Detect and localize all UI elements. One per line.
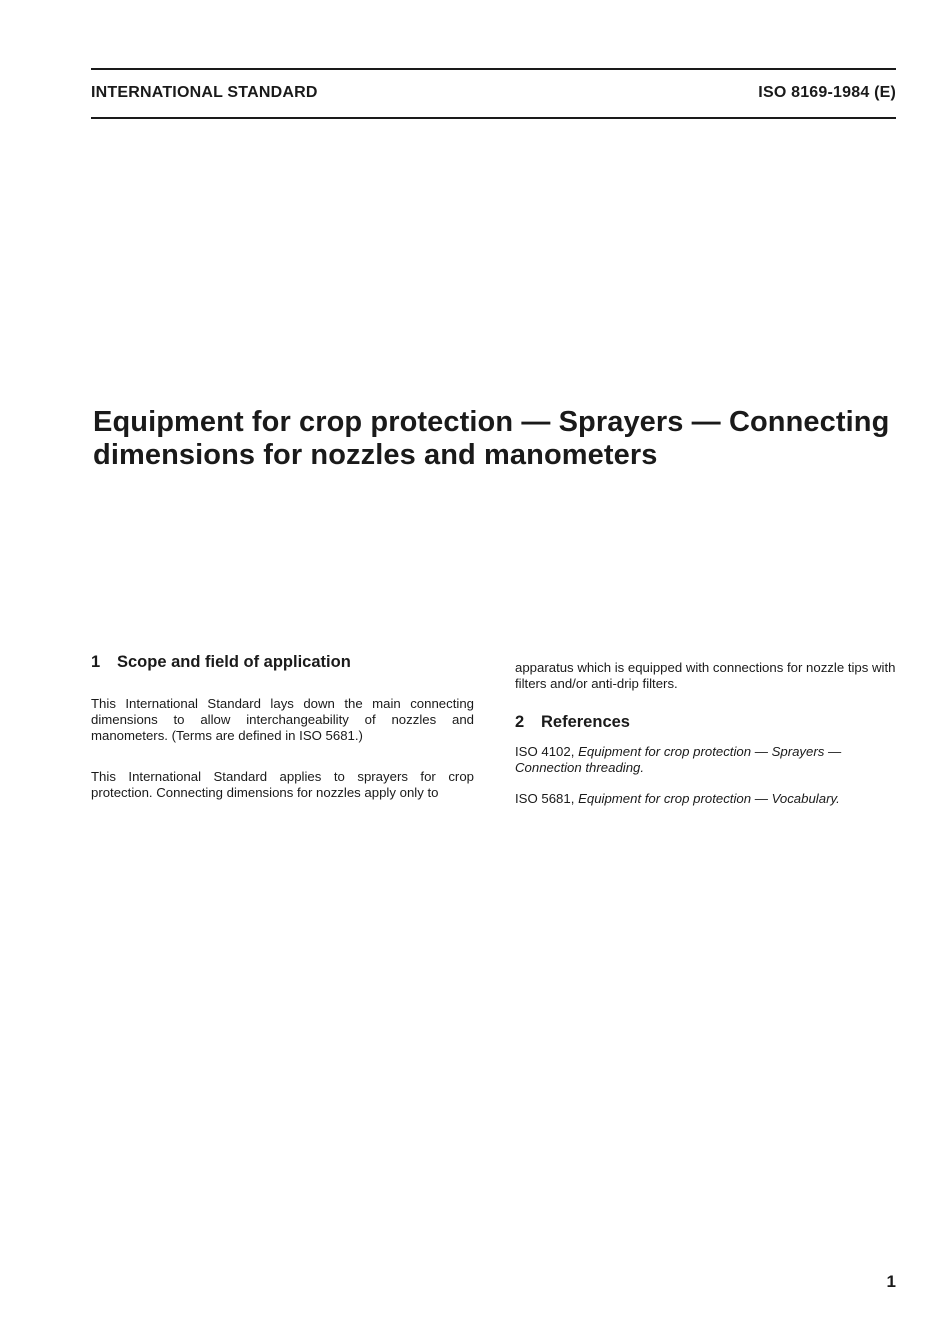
page-number: 1: [886, 1272, 896, 1291]
reference-2-title: Equipment for crop protection — Vocabulary.: [578, 791, 840, 806]
section-1-paragraph-1: This International Standard lays down the main connecting dimensions to allow interchangeability of nozzles and manometers. (Terms are defined in ISO 5681.): [91, 696, 474, 743]
reference-1-title: Equipment for crop protection — Sprayers — Connection threading.: [515, 744, 842, 775]
section-1-paragraph-2: This International Standard applies to sprayers for crop protection. Connecting dimensions for nozzles apply only to: [91, 769, 474, 800]
reference-iso-5681: [515, 791, 898, 807]
title-line-2: dimensions for nozzles and manometers: [93, 439, 658, 471]
section-1-heading: [91, 652, 474, 672]
document-title: [93, 406, 913, 472]
standard-type-label: INTERNATIONAL STANDARD: [91, 84, 318, 101]
section-2-heading: [515, 712, 898, 732]
section-2-title: References: [541, 713, 630, 731]
section-1-number: 1: [91, 653, 101, 671]
section-1-title: Scope and field of application: [117, 653, 351, 671]
reference-iso-4102: [515, 744, 898, 776]
section-2-number: 2: [515, 713, 525, 731]
reference-2-code: ISO 5681,: [515, 791, 575, 806]
title-line-1: Equipment for crop protection — Sprayers — Connecting: [93, 406, 890, 438]
header-top-rule: [91, 68, 896, 70]
standard-number: ISO 8169-1984 (E): [758, 84, 896, 101]
header-bottom-rule: [91, 117, 896, 119]
reference-1-code: ISO 4102,: [515, 744, 575, 759]
right-column: [515, 652, 898, 807]
left-column: [91, 652, 474, 801]
section-1-paragraph-2-continued: apparatus which is equipped with connections for nozzle tips with filters and/or anti-drip filters.: [515, 660, 896, 691]
